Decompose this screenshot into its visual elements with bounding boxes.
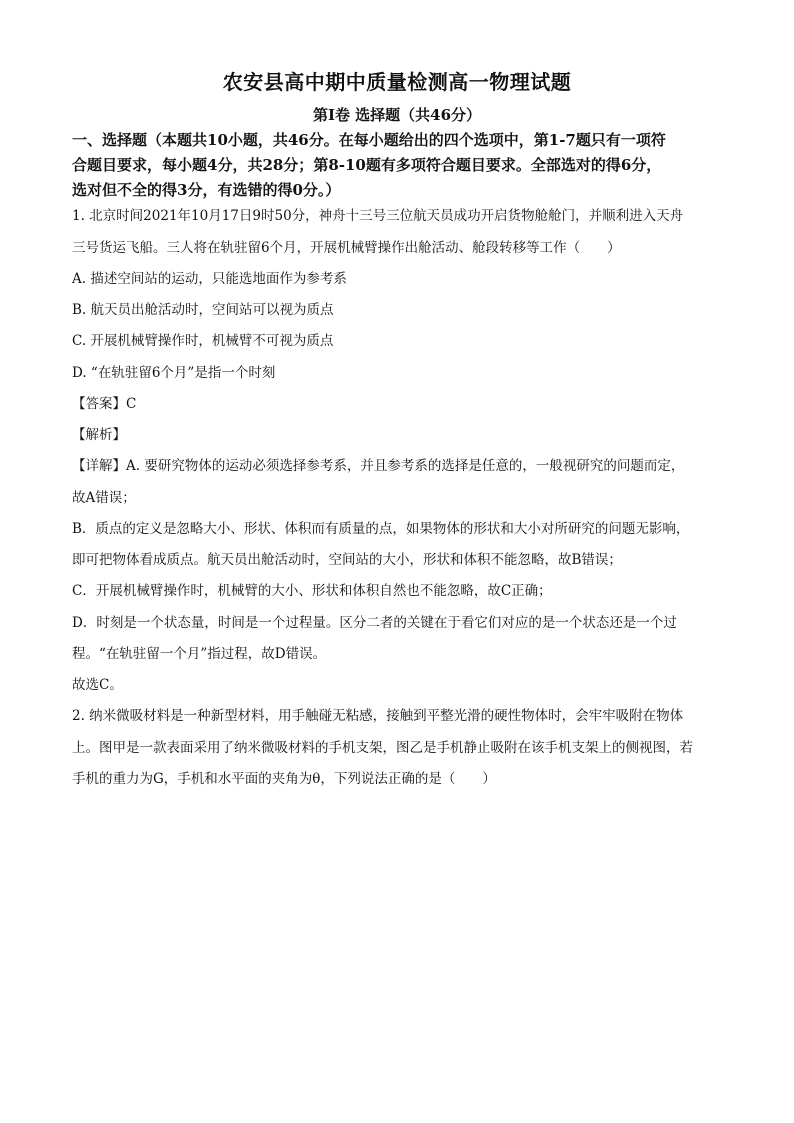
q1-detail-line: 即可把物体看成质点。航天员出舱活动时，空间站的大小，形状和体积不能忽略，故B错误； <box>72 552 622 568</box>
answer-label: 【答案】 <box>72 396 126 412</box>
part-title: 第Ⅰ卷 选择题（共46分） <box>312 106 482 124</box>
q1-detail-line: 故选C。 <box>72 677 123 693</box>
q1-option-a: A. 描述空间站的运动，只能选地面作为参考系 <box>72 271 347 287</box>
q1-answer <box>72 394 724 414</box>
section-instructions-line: 合题目要求，每小题4分，共28分；第8-10题有多项符合题目要求。全部选对的得6分， <box>72 156 662 174</box>
q2-stem-line: 上。图甲是一款表面采用了纳米微吸材料的手机支架，图乙是手机静止吸附在该手机支架上的侧视图，若 <box>72 740 693 756</box>
document-title: 农安县高中期中质量检测高一物理试题 <box>222 70 572 94</box>
q2-stem-line: 手机的重力为G，手机和水平面的夹角为θ，下列说法正确的是（ ） <box>72 771 496 787</box>
q1-option-d: D. “在轨驻留6个月”是指一个时刻 <box>72 365 276 381</box>
q1-option-b: B. 航天员出舱活动时，空间站可以视为质点 <box>72 302 334 318</box>
q1-stem-line: 1. 北京时间2021年10月17日9时50分，神舟十三号三位航天员成功开启货物舱舱门，并顺利进入天舟 <box>72 208 684 224</box>
q2-stem-line: 2. 纳米微吸材料是一种新型材料，用手触碰无粘感，接触到平整光滑的硬性物体时，会牢牢吸附在物体 <box>72 708 684 724</box>
answer-value: C <box>126 396 137 412</box>
section-instructions-line: 一、选择题（本题共10小题，共46分。在每小题给出的四个选项中，第1-7题只有一项符 <box>72 131 666 149</box>
q1-stem-line: 三号货运飞船。三人将在轨驻留6个月，开展机械臂操作出舱活动、舱段转移等工作（ ） <box>72 240 621 256</box>
q1-detail-line: 程。“在轨驻留一个月”指过程，故D错误。 <box>72 646 327 662</box>
section-instructions <box>72 128 724 203</box>
q1-option-c: C. 开展机械臂操作时，机械臂不可视为质点 <box>72 333 334 349</box>
q1-detail-line: 故A错误； <box>72 490 136 506</box>
q1-detail-line: 【详解】A. 要研究物体的运动必须选择参考系，并且参考系的选择是任意的，一般视研究的问题而定， <box>72 458 685 474</box>
q1-detail-line: D．时刻是一个状态量，时间是一个过程量。区分二者的关键在于看它们对应的是一个状态还是一个过 <box>72 615 677 631</box>
section-instructions-line: 选对但不全的得3分，有选错的得0分。） <box>72 181 341 199</box>
q1-detail-line: C．开展机械臂操作时，机械臂的大小、形状和体积自然也不能忽略，故C正确； <box>72 583 552 599</box>
q1-analysis-label: 【解析】 <box>72 427 126 443</box>
q1-detail-line: B．质点的定义是忽略大小、形状、体积而有质量的点，如果物体的形状和大小对所研究的问题无影响， <box>72 521 690 537</box>
